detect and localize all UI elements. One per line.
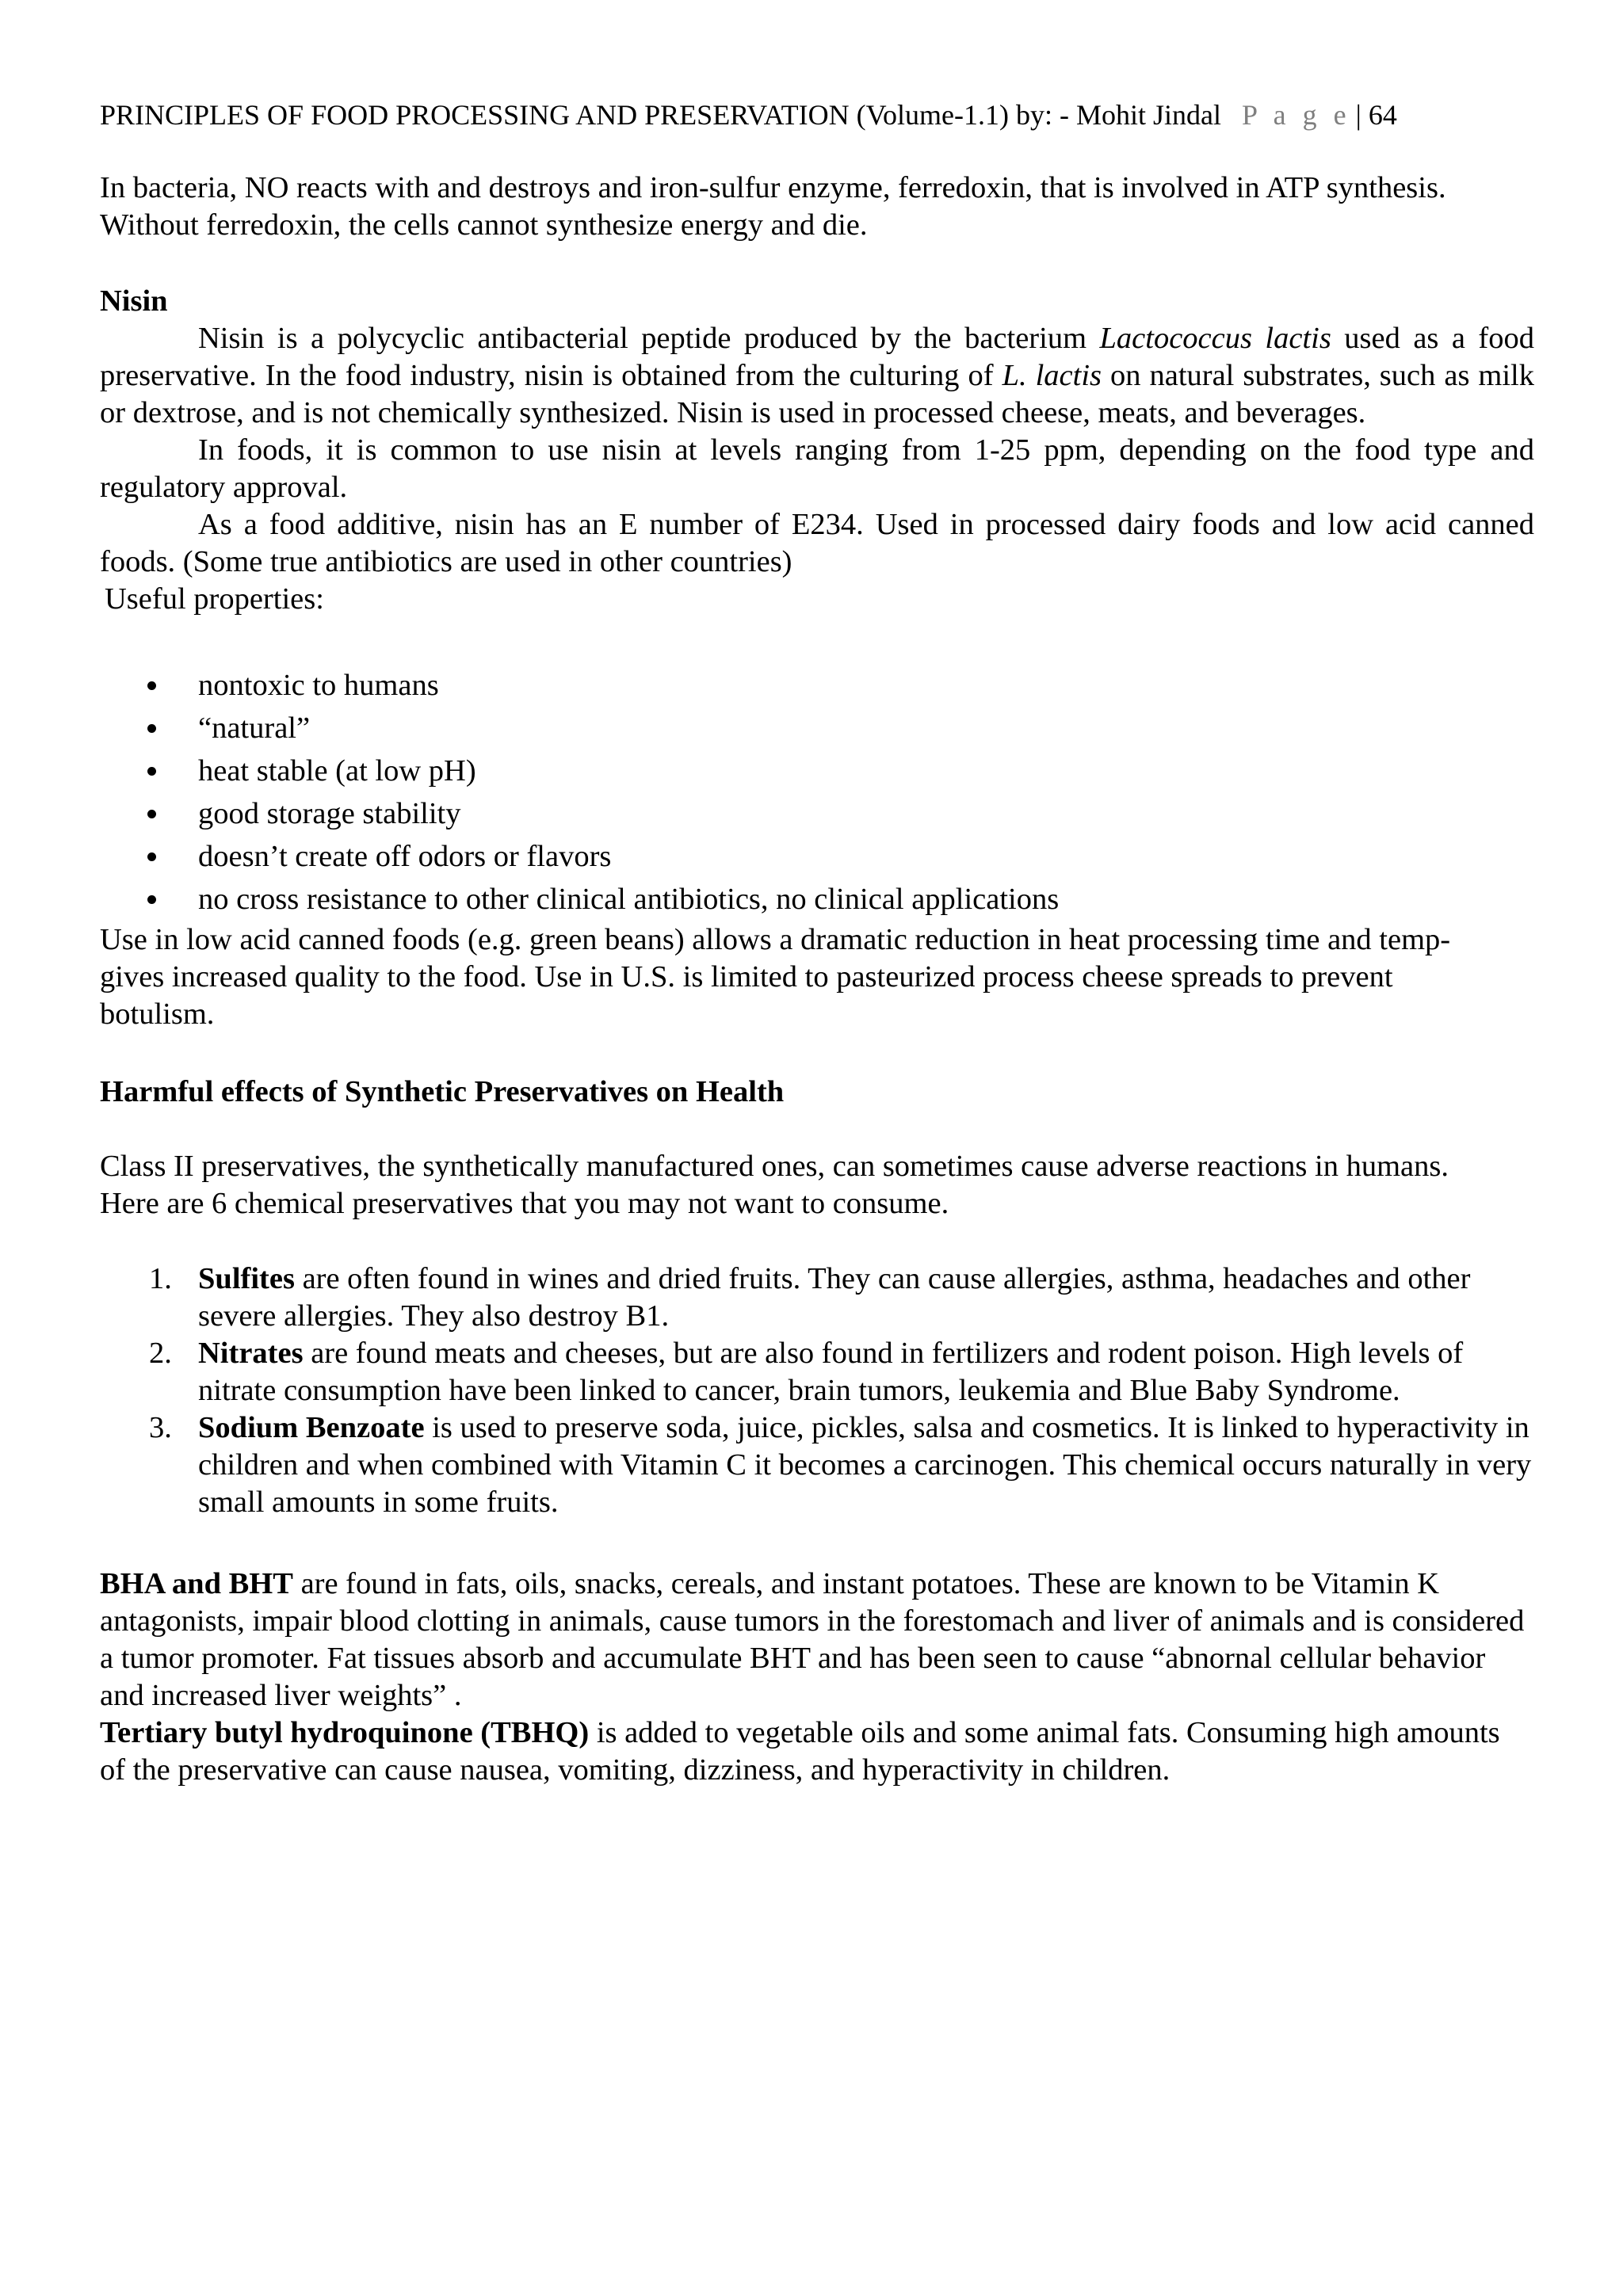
nisin-heading: Nisin	[100, 284, 168, 318]
list-item-term: Nitrates	[198, 1337, 304, 1370]
header-title: PRINCIPLES OF FOOD PROCESSING AND PRESERVATION (Volume-1.1) by: - Mohit Jindal	[100, 99, 1221, 131]
list-item-term: Sodium Benzoate	[198, 1411, 425, 1444]
nisin-p1-part-a: Nisin is a polycyclic antibacterial peptide produced by the bacterium	[198, 322, 1100, 355]
list-item-text: heat stable (at low pH)	[198, 754, 476, 788]
running-header	[100, 97, 1526, 133]
preservatives-list-block	[100, 1261, 1534, 1521]
bha-bht-term: BHA and BHT	[100, 1567, 293, 1600]
nisin-species-name: Lactococcus lactis	[1099, 322, 1331, 355]
nisin-usage-paragraph	[100, 921, 1495, 1033]
bullet-icon	[147, 810, 156, 818]
list-item	[100, 835, 1534, 878]
bha-bht-block	[100, 1566, 1526, 1789]
list-item	[100, 749, 1534, 792]
bullet-icon	[147, 852, 156, 861]
bullet-icon	[147, 767, 156, 776]
list-item-text: good storage stability	[198, 797, 461, 830]
intro-paragraph	[100, 170, 1447, 244]
preservatives-list	[100, 1261, 1534, 1521]
nisin-usage-text: Use in low acid canned foods (e.g. green beans) allows a dramatic reduction in heat processing time and temp-gives increased quality to the food. Use in U.S. is limited to pasteurized process cheese spreads to prevent botulism.	[100, 923, 1451, 1031]
list-item-term: Sulfites	[198, 1262, 295, 1295]
header-page-number: 64	[1368, 99, 1397, 131]
tbhq-text: is added to vegetable oils and some animal fats. Consuming high amounts of the preservative can cause nausea, vomiting, dizziness, and hyperactivity in children.	[100, 1716, 1500, 1787]
harmful-intro: Class II preservatives, the synthetically manufactured ones, can sometimes cause adverse reactions in humans. Here are 6 chemical preservatives that you may not want to consume.	[100, 1150, 1449, 1220]
list-item-text: are found meats and cheeses, but are also found in fertilizers and rodent poison. High levels of nitrate consumption have been linked to cancer, brain tumors, leukemia and Blue Baby Syndrome.	[198, 1337, 1464, 1407]
nisin-p1-part-c: on natural substrates, such as milk or dextrose, and is not chemically synthesized. Nisin is used in processed cheese, meats, and beverages.	[100, 359, 1535, 429]
tbhq-paragraph	[100, 1714, 1526, 1789]
nisin-species-short: L. lactis	[1002, 359, 1102, 392]
nisin-paragraph-2: In foods, it is common to use nisin at levels ranging from 1-25 ppm, depending on the food type and regulatory approval.	[100, 433, 1534, 504]
intro-text: In bacteria, NO reacts with and destroys and iron-sulfur enzyme, ferredoxin, that is involved in ATP synthesis. Without ferredoxin, the cells cannot synthesize energy and die.	[100, 171, 1446, 242]
bullet-icon	[147, 724, 156, 733]
list-item-number: 1.	[149, 1262, 172, 1295]
list-item	[100, 792, 1534, 835]
properties-label: Useful properties:	[105, 582, 324, 616]
nisin-paragraph-1	[100, 320, 1534, 432]
header-page-word: P a g e	[1241, 99, 1351, 131]
list-item	[100, 1409, 1534, 1521]
nisin-paragraph-3: As a food additive, nisin has an E number of E234. Used in processed dairy foods and low acid canned foods. (Some true antibiotics are used in other countries)	[100, 508, 1534, 578]
list-item	[100, 1261, 1534, 1335]
bullet-icon	[147, 681, 156, 690]
harmful-heading-block	[100, 1074, 1534, 1111]
properties-list-block	[100, 664, 1534, 921]
harmful-heading: Harmful effects of Synthetic Preservatives on Health	[100, 1075, 785, 1108]
harmful-intro-block	[100, 1148, 1495, 1222]
nisin-section	[100, 283, 1534, 618]
list-item-text: is used to preserve soda, juice, pickles, salsa and cosmetics. It is linked to hyperactivity in children and when combined with Vitamin C it becomes a carcinogen. This chemical occurs naturally in very small amounts in some fruits.	[198, 1411, 1532, 1519]
list-item-text: doesn’t create off odors or flavors	[198, 840, 612, 873]
list-item-number: 2.	[149, 1337, 172, 1370]
list-item	[100, 1335, 1534, 1409]
list-item	[100, 664, 1534, 707]
bullet-icon	[147, 895, 156, 904]
list-item-number: 3.	[149, 1411, 172, 1444]
header-separator: |	[1355, 99, 1361, 131]
list-item-text: no cross resistance to other clinical antibiotics, no clinical applications	[198, 883, 1060, 916]
list-item	[100, 707, 1534, 749]
list-item-text: “natural”	[198, 711, 311, 745]
list-item-text: are often found in wines and dried fruits. They can cause allergies, asthma, headaches and other severe allergies. They also destroy B1.	[198, 1262, 1471, 1333]
properties-list	[100, 664, 1534, 921]
bha-bht-text: are found in fats, oils, snacks, cereals, and instant potatoes. These are known to be Vitamin K antagonists, impair blood clotting in animals, cause tumors in the forestomach and liver of animals and is considered a tumor promoter. Fat tissues absorb and accumulate BHT and has been seen to cause “abnornal cellular behavior and increased liver weights” .	[100, 1567, 1525, 1712]
tbhq-term: Tertiary butyl hydroquinone (TBHQ)	[100, 1716, 590, 1749]
list-item	[100, 878, 1534, 921]
nisin-p1-part-b: used as a food preservative. In the food industry, nisin is obtained from the culturing of	[100, 322, 1534, 392]
list-item-text: nontoxic to humans	[198, 669, 439, 702]
bha-bht-paragraph	[100, 1566, 1526, 1714]
